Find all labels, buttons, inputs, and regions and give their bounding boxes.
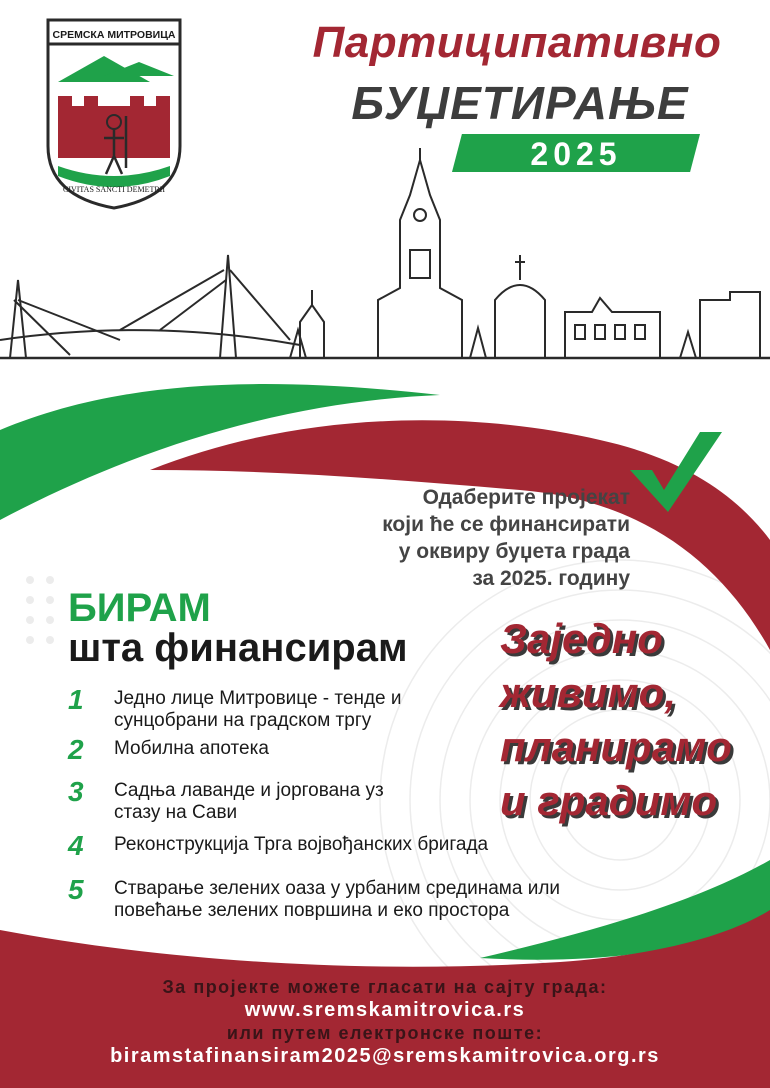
footer [0, 976, 770, 1068]
heading-sta-finansiram: шта финансирам [68, 626, 408, 670]
project-text-line: сунцобрани на градском тргу [114, 710, 372, 731]
project-number: 3 [68, 776, 84, 807]
project-text-line: повећање зелених површина и еко простора [114, 900, 510, 921]
heading-biram: БИРАМ [68, 586, 211, 630]
decorative-dots [26, 576, 54, 644]
project-text-line: стазу на Сави [114, 802, 238, 823]
city-coat-of-arms-logo [44, 16, 184, 212]
project-text-line: Стварање зелених оаза у урбаним срединама или [114, 878, 561, 899]
year-label: 2025 [530, 136, 622, 172]
slogan-line: живимо, [500, 669, 676, 716]
intro-line: Одаберите пројекат [422, 486, 630, 509]
project-number: 4 [68, 830, 84, 861]
intro-line: за 2025. годину [472, 567, 630, 590]
project-text-line: Реконструкција Трга војвођанских бригада [114, 834, 489, 855]
project-text-line: Садња лаванде и јоргована уз [114, 780, 384, 801]
project-item-1 [68, 684, 402, 732]
project-item-3 [68, 776, 384, 824]
project-item-2 [68, 734, 269, 766]
footer-email-text: или путем електронске поште: [226, 1023, 544, 1043]
project-text [114, 738, 269, 760]
project-text [114, 780, 384, 824]
slogan [500, 612, 760, 828]
footer-vote-text: За пројекте можете гласати на сајту града: [162, 977, 608, 997]
footer-website-link[interactable]: www.sremskamitrovica.rs [244, 999, 526, 1021]
footer-email-link[interactable]: biramstafinansiram2025@sremskamitrovica.org.rs [110, 1045, 660, 1067]
intro-line: који ће се финансирати [382, 513, 630, 536]
project-number: 1 [68, 684, 84, 715]
project-item-5 [68, 874, 560, 922]
title-budgeting: БУЏЕТИРАЊЕ [351, 77, 689, 129]
project-text [114, 878, 560, 922]
slogan-line: Заједно [500, 615, 663, 662]
intro-text [290, 484, 630, 592]
logo-city-name: СРЕМСКА МИТРОВИЦА [52, 29, 176, 41]
logo-motto: CIVITAS SANCTI DEMETRII [62, 185, 166, 194]
project-text [114, 834, 488, 856]
project-text [114, 688, 402, 732]
project-text-line: Мобилна апотека [114, 738, 269, 759]
title-participatory: Партиципативно [312, 18, 722, 67]
slogan-line: планирамо [500, 723, 732, 770]
project-item-4 [68, 830, 488, 862]
project-number: 2 [68, 734, 84, 765]
project-text-line: Једно лице Митровице - тенде и [114, 688, 402, 709]
slogan-line: и градимо [500, 777, 718, 824]
project-number: 5 [68, 874, 84, 905]
intro-line: у оквиру буџета града [398, 540, 630, 563]
